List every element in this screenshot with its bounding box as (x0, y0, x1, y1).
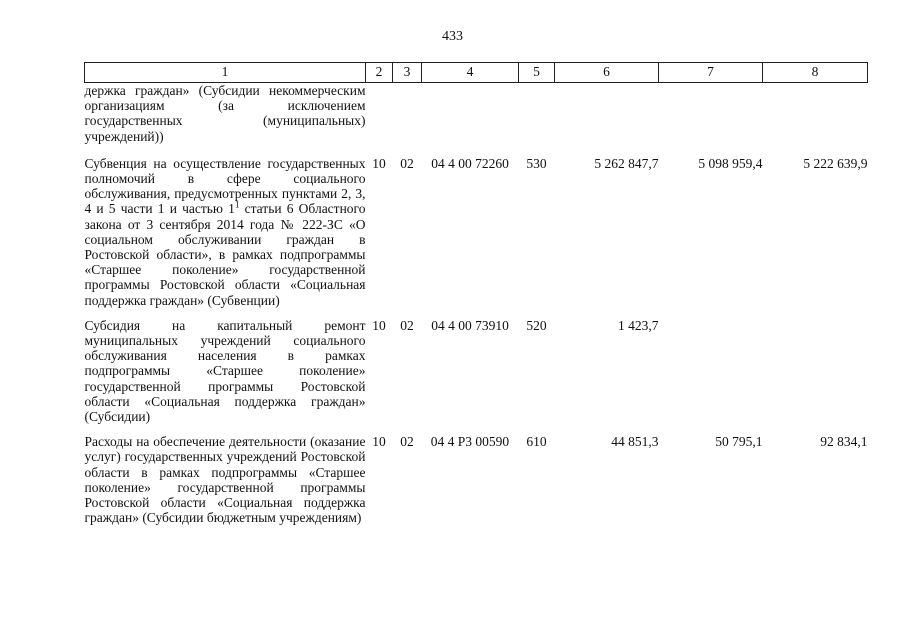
column-header-1: 1 (85, 63, 366, 83)
cell-section: 10 (372, 155, 386, 171)
cell-target-article: 04 4 00 73910 (431, 317, 509, 333)
cell-subsection: 02 (400, 434, 414, 450)
row-description-superscript: 1 (234, 199, 240, 210)
table-row (85, 144, 868, 308)
cell-expense-type: 610 (526, 434, 547, 450)
row-description: Субсидия на капитальный ремонт муниципальных учреждений социального обслуживания населения в рамках подпрограммы «Старшее поколение» государственной программы Ростовской области «Социальная поддержка граждан» (Субсидии) (84, 317, 366, 425)
table-row (85, 83, 868, 144)
column-header-3: 3 (393, 63, 422, 83)
cell-subsection: 02 (400, 317, 414, 333)
cell-section: 10 (372, 317, 386, 333)
row-description-text: Субвенция на осуществление государственных полномочий в сфере социального обслуживания, предусмотренных пунктами 2, 3, 4 и 5 части 1 и частью 1 (84, 155, 366, 217)
cell-amount-col7: 5 098 959,4 (698, 155, 763, 171)
cell-amount-col6 (555, 83, 659, 144)
column-header-4: 4 (422, 63, 519, 83)
cell-amount-col8: 5 222 639,9 (803, 155, 868, 171)
table-row (85, 308, 868, 424)
cell-amount-col7 (659, 308, 763, 424)
cell-target-article: 04 4 Р3 00590 (430, 434, 510, 450)
cell-amount-col6: 5 262 847,7 (594, 155, 659, 171)
cell-amount-col6: 1 423,7 (618, 317, 659, 333)
cell-section (366, 83, 393, 144)
cell-expense-type: 520 (526, 317, 547, 333)
column-header-8: 8 (763, 63, 868, 83)
cell-amount-col8 (763, 308, 868, 424)
cell-expense-type: 530 (526, 155, 547, 171)
cell-amount-col6: 44 851,3 (611, 434, 659, 450)
cell-amount-col7: 50 795,1 (715, 434, 763, 450)
cell-subsection: 02 (400, 155, 414, 171)
cell-amount-col8: 92 834,1 (820, 434, 868, 450)
cell-target-article: 04 4 00 72260 (431, 155, 509, 171)
budget-table (84, 62, 868, 525)
cell-amount-col8 (763, 83, 868, 144)
page-number: 433 (442, 29, 463, 44)
cell-section: 10 (372, 434, 386, 450)
row-description: Расходы на обеспечение деятельности (оказание услуг) государственных учреждений Ростовской области в рамках подпрограммы «Старшее поколение» государственной программы Ростовской области «Социальная поддержка граждан» (Субсидии бюджетным учреждениям) (84, 434, 366, 526)
cell-expense-type (519, 83, 555, 144)
cell-amount-col7 (659, 83, 763, 144)
row-description-text-continued: статьи 6 Областного закона от 3 сентября 2014 года № 222-ЗС «О социальном обслуживании граждан в Ростовской области», в рамках подпрограммы «Старшее поколение» государственной программы Ростовской области «Социальная поддержка граждан» (Субвенции) (84, 201, 366, 308)
row-description (85, 144, 366, 308)
table-row (85, 424, 868, 525)
column-header-7: 7 (659, 63, 763, 83)
table-header-row (85, 63, 868, 83)
cell-subsection (393, 83, 422, 144)
column-header-6: 6 (555, 63, 659, 83)
column-header-2: 2 (366, 63, 393, 83)
cell-target-article (422, 83, 519, 144)
row-description: держка граждан» (Субсидии некоммерческим организациям (за исключением государственных (муниципальных) учреждений)) (84, 83, 366, 144)
column-header-5: 5 (519, 63, 555, 83)
